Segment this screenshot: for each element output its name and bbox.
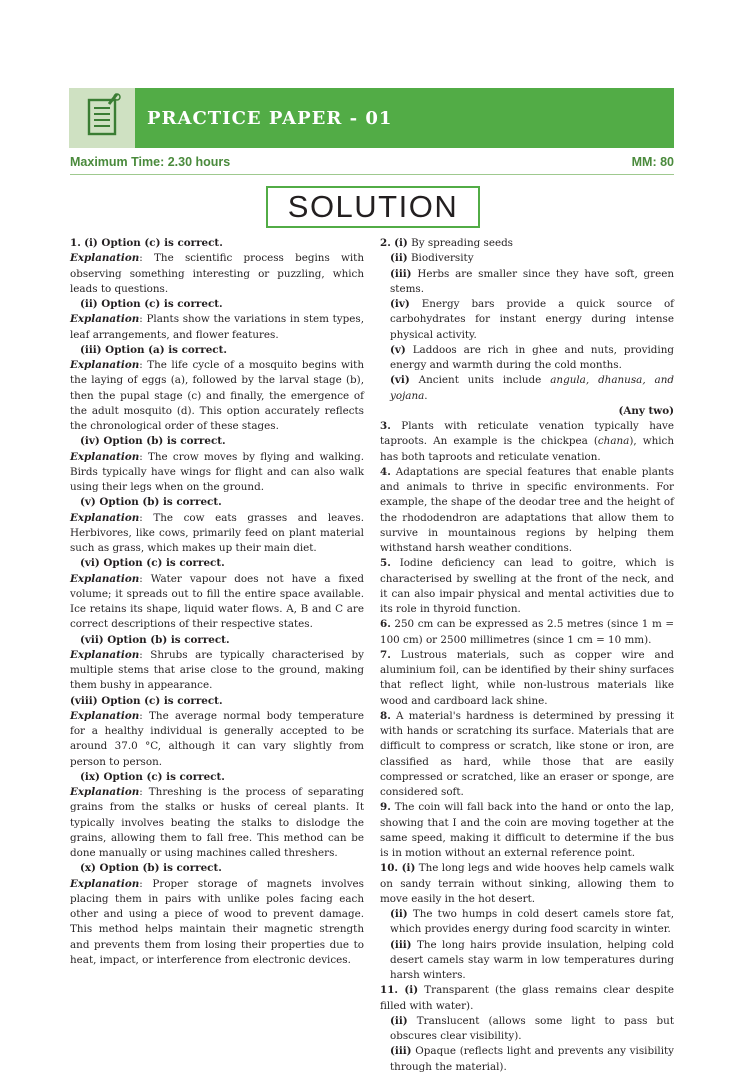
q2-vi: (vi) Ancient units include angula, dhanusa, and yojana. — [390, 374, 674, 402]
q1-iii-heading: (iii) Option (a) is correct. — [80, 343, 227, 356]
q11-iii: (iii) Opaque (reflects light and prevents any visibility through the material). — [390, 1045, 674, 1073]
q2-iv: (iv) Energy bars provide a quick source of carbohydrates for instant energy during intense physical activity. — [390, 298, 674, 341]
q1-viii-heading: (viii) Option (c) is correct. — [70, 694, 223, 707]
max-time: Maximum Time: 2.30 hours — [70, 155, 231, 169]
q1-iv-heading: (iv) Option (b) is correct. — [80, 435, 226, 448]
q1-i-explanation: Explanation: The scientific process begins with observing something interesting or puzzling, which leads to questions. — [70, 252, 364, 295]
header-banner — [69, 88, 674, 148]
q2-ii: (ii) Biodiversity — [390, 252, 474, 265]
q1-v-heading: (v) Option (b) is correct. — [80, 496, 222, 509]
q8: 8. A material's hardness is determined by pressing it with hands or scratching its surface. Materials that are difficult to compress or scratch, like stone or iron, are classified as hard, while those that are easily compressed or scratched, like an eraser or sponge, are considered soft. — [380, 709, 674, 798]
q1-vi-explanation: Explanation: Water vapour does not have a fixed volume; it spreads out to fill the entire space available. Ice retains its shape, liquid water flows. A, B and C are correct descriptions of their respective states. — [70, 572, 364, 631]
q11-i: 11. (i) Transparent (the glass remains clear despite filled with water). — [380, 984, 674, 1012]
right-column — [380, 236, 674, 1075]
q1-ii-explanation: Explanation: Plants show the variations in stem types, leaf arrangements, and flower features. — [70, 313, 364, 341]
max-marks: MM: 80 — [631, 155, 674, 169]
exam-meta — [70, 155, 674, 169]
solution-heading: SOLUTION — [287, 189, 459, 224]
q2-i: 2. (i) By spreading seeds — [380, 237, 513, 249]
q2-iii: (iii) Herbs are smaller since they have soft, green stems. — [390, 267, 674, 295]
any-two-note: (Any two) — [618, 404, 674, 417]
q10-ii: (ii) The two humps in cold desert camels store fat, which provides energy during food scarcity in winter. — [390, 908, 674, 936]
q1-ii-heading: (ii) Option (c) is correct. — [80, 298, 223, 310]
q6: 6. 250 cm can be expressed as 2.5 metres (since 1 m = 100 cm) or 2500 millimetres (since 1 cm = 10 mm). — [380, 618, 674, 646]
q5: 5. Iodine deficiency can lead to goitre, which is characterised by swelling at the front of the neck, and it can also impair physical and mental activities due to its role in thyroid function. — [380, 557, 674, 615]
q1-iii-explanation: Explanation: The life cycle of a mosquito begins with the laying of eggs (a), followed by the larval stage (b), then the pupal stage (c) and finally, the emergence of the adult mosquito (d). This option accurately reflects the chronological order of these stages. — [70, 359, 364, 432]
q10-iii: (iii) The long hairs provide insulation, helping cold desert camels stay warm in low temperatures during harsh winters. — [390, 938, 674, 981]
q11-ii: (ii) Translucent (allows some light to pass but obscures clear visibility). — [390, 1014, 674, 1042]
left-column — [70, 236, 364, 968]
solution-heading-box — [266, 186, 480, 228]
meta-divider — [70, 174, 674, 175]
page-title: PRACTICE PAPER - 01 — [147, 107, 393, 129]
document-pencil-icon — [69, 88, 135, 148]
q9: 9. The coin will fall back into the hand or onto the lap, showing that I and the coin are moving together at the same speed, making it difficult to determine if the bus is in motion without an external reference point. — [380, 801, 674, 859]
q1-x-heading: (x) Option (b) is correct. — [80, 862, 222, 875]
q3: 3. Plants with reticulate venation typically have taproots. An example is the chickpea (chana), which has both taproots and reticulate venation. — [380, 420, 675, 463]
q2-v: (v) Laddoos are rich in ghee and nuts, providing energy and warmth during the cold months. — [390, 343, 674, 371]
q1-vi-heading: (vi) Option (c) is correct. — [80, 557, 225, 570]
q7: 7. Lustrous materials, such as copper wire and aluminium foil, can be identified by their shiny surfaces that reflect light, while non-lustrous materials like wood and cardboard lack shine. — [380, 648, 674, 707]
q10-i: 10. (i) The long legs and wide hooves help camels walk on sandy terrain without sinking, allowing them to move easily in the hot desert. — [380, 862, 674, 905]
q1-x-explanation: Explanation: Proper storage of magnets involves placing them in pairs with unlike poles facing each other and using a piece of wood to prevent damage. This method helps maintain their magnetic strength and prevents them from losing their properties due to heat, impact, or interference from electronic devices. — [70, 877, 364, 966]
q1-i-heading: 1. (i) Option (c) is correct. — [70, 237, 223, 249]
q1-viii-explanation: Explanation: The average normal body temperature for a healthy individual is generally accepted to be around 37.0 °C, although it can vary slightly from person to person. — [70, 709, 364, 768]
q4: 4. Adaptations are special features that enable plants and animals to thrive in specific environments. For example, the shape of the deodar tree and the height of the rhododendron are adaptations that allow them to survive in mountainous regions by helping them withstand harsh weather conditions. — [380, 465, 674, 554]
q1-ix-heading: (ix) Option (c) is correct. — [80, 770, 225, 783]
q1-vii-explanation: Explanation: Shrubs are typically characterised by multiple stems that arise close to the ground, making them bushy in appearance. — [70, 648, 364, 692]
q1-vii-heading: (vii) Option (b) is correct. — [80, 633, 230, 646]
banner-title-bar — [135, 88, 674, 148]
q1-ix-explanation: Explanation: Threshing is the process of separating grains from the stalks or husks of cereal plants. It typically involves beating the stalks to dislodge the grains, allowing them to fall free. This method can be done manually or using machines called threshers. — [70, 786, 364, 859]
q1-v-explanation: Explanation: The cow eats grasses and leaves. Herbivores, like cows, primarily feed on plant material such as grass, which makes up their main diet. — [70, 511, 364, 554]
q1-iv-explanation: Explanation: The crow moves by flying and walking. Birds typically have wings for flight and can also walk using their legs when on the ground. — [70, 450, 364, 493]
